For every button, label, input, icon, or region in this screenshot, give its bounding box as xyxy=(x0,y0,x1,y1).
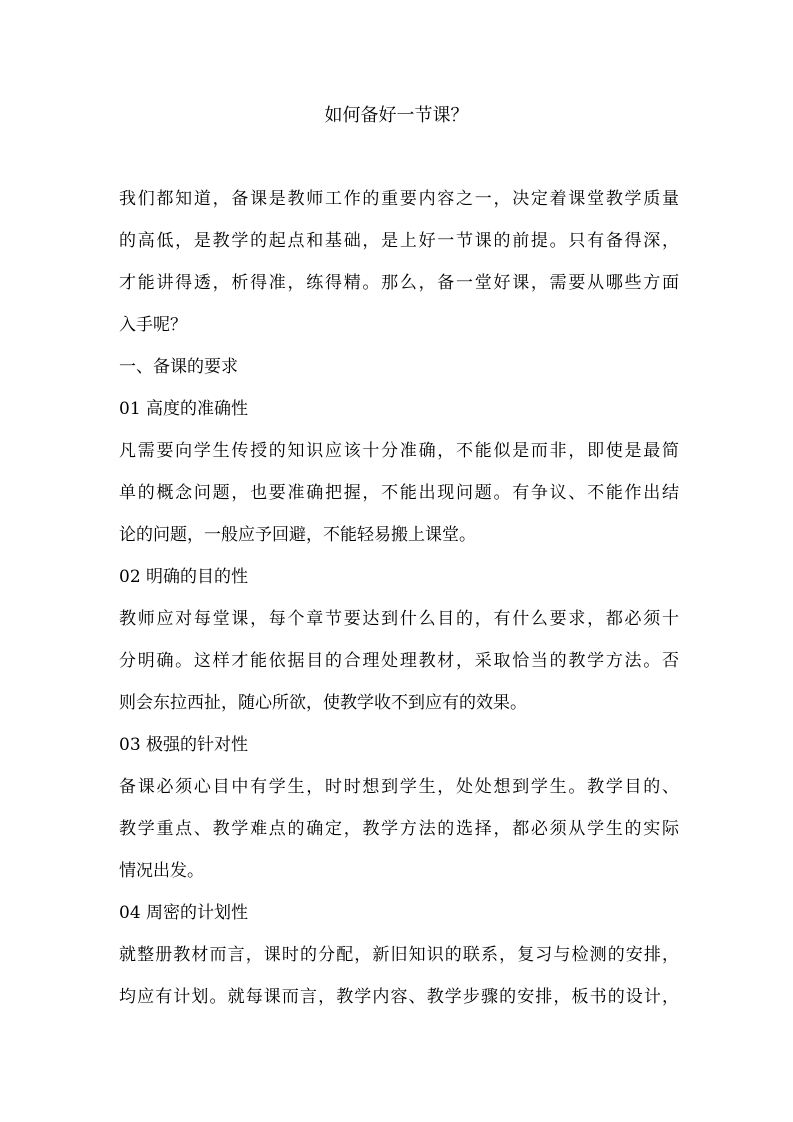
paragraph-line: 情况出发。 xyxy=(119,861,204,881)
paragraph-line: 就整册教材而言，课时的分配，新旧知识的联系，复习与检测的安排， xyxy=(119,945,679,965)
section-heading: 03 极强的针对性 xyxy=(119,735,249,755)
paragraph xyxy=(119,438,679,549)
paragraph-line: 的高低，是教学的起点和基础，是上好一节课的前提。只有备得深， xyxy=(119,231,679,251)
section-heading: 02 明确的目的性 xyxy=(119,567,249,587)
paragraph-line: 论的问题，一般应予回避，不能轻易搬上课堂。 xyxy=(119,525,476,545)
paragraph xyxy=(119,186,679,339)
paragraph-line: 备课必须心目中有学生，时时想到学生，处处想到学生。教学目的、 xyxy=(119,777,679,797)
document-body xyxy=(119,186,679,1026)
paragraph-line: 则会东拉西扯，随心所欲，使教学收不到应有的效果。 xyxy=(119,693,527,713)
paragraph-line: 才能讲得透，析得准，练得精。那么，备一堂好课，需要从哪些方面 xyxy=(119,273,679,293)
paragraph-line: 均应有计划。就每课而言，教学内容、教学步骤的安排，板书的设计， xyxy=(119,987,679,1007)
paragraph-line: 我们都知道，备课是教师工作的重要内容之一，决定着课堂教学质量 xyxy=(119,189,679,209)
section-heading: 一、备课的要求 xyxy=(119,357,238,377)
paragraph-line: 分明确。这样才能依据目的合理处理教材，采取恰当的教学方法。否 xyxy=(119,651,679,671)
paragraph-line: 单的概念问题，也要准确把握，不能出现问题。有争议、不能作出结 xyxy=(119,483,679,503)
paragraph xyxy=(119,942,679,1011)
paragraph xyxy=(119,774,679,885)
paragraph xyxy=(119,606,679,717)
paragraph-line: 入手呢？ xyxy=(119,315,187,335)
section-heading: 01 高度的准确性 xyxy=(119,399,249,419)
paragraph-line: 教学重点、教学难点的确定，教学方法的选择，都必须从学生的实际 xyxy=(119,819,679,839)
section-heading: 04 周密的计划性 xyxy=(119,903,249,923)
document-title: 如何备好一节课？ xyxy=(324,105,469,126)
paragraph-line: 教师应对每堂课，每个章节要达到什么目的，有什么要求，都必须十 xyxy=(119,609,679,629)
paragraph-line: 凡需要向学生传授的知识应该十分准确，不能似是而非，即使是最简 xyxy=(119,441,679,461)
